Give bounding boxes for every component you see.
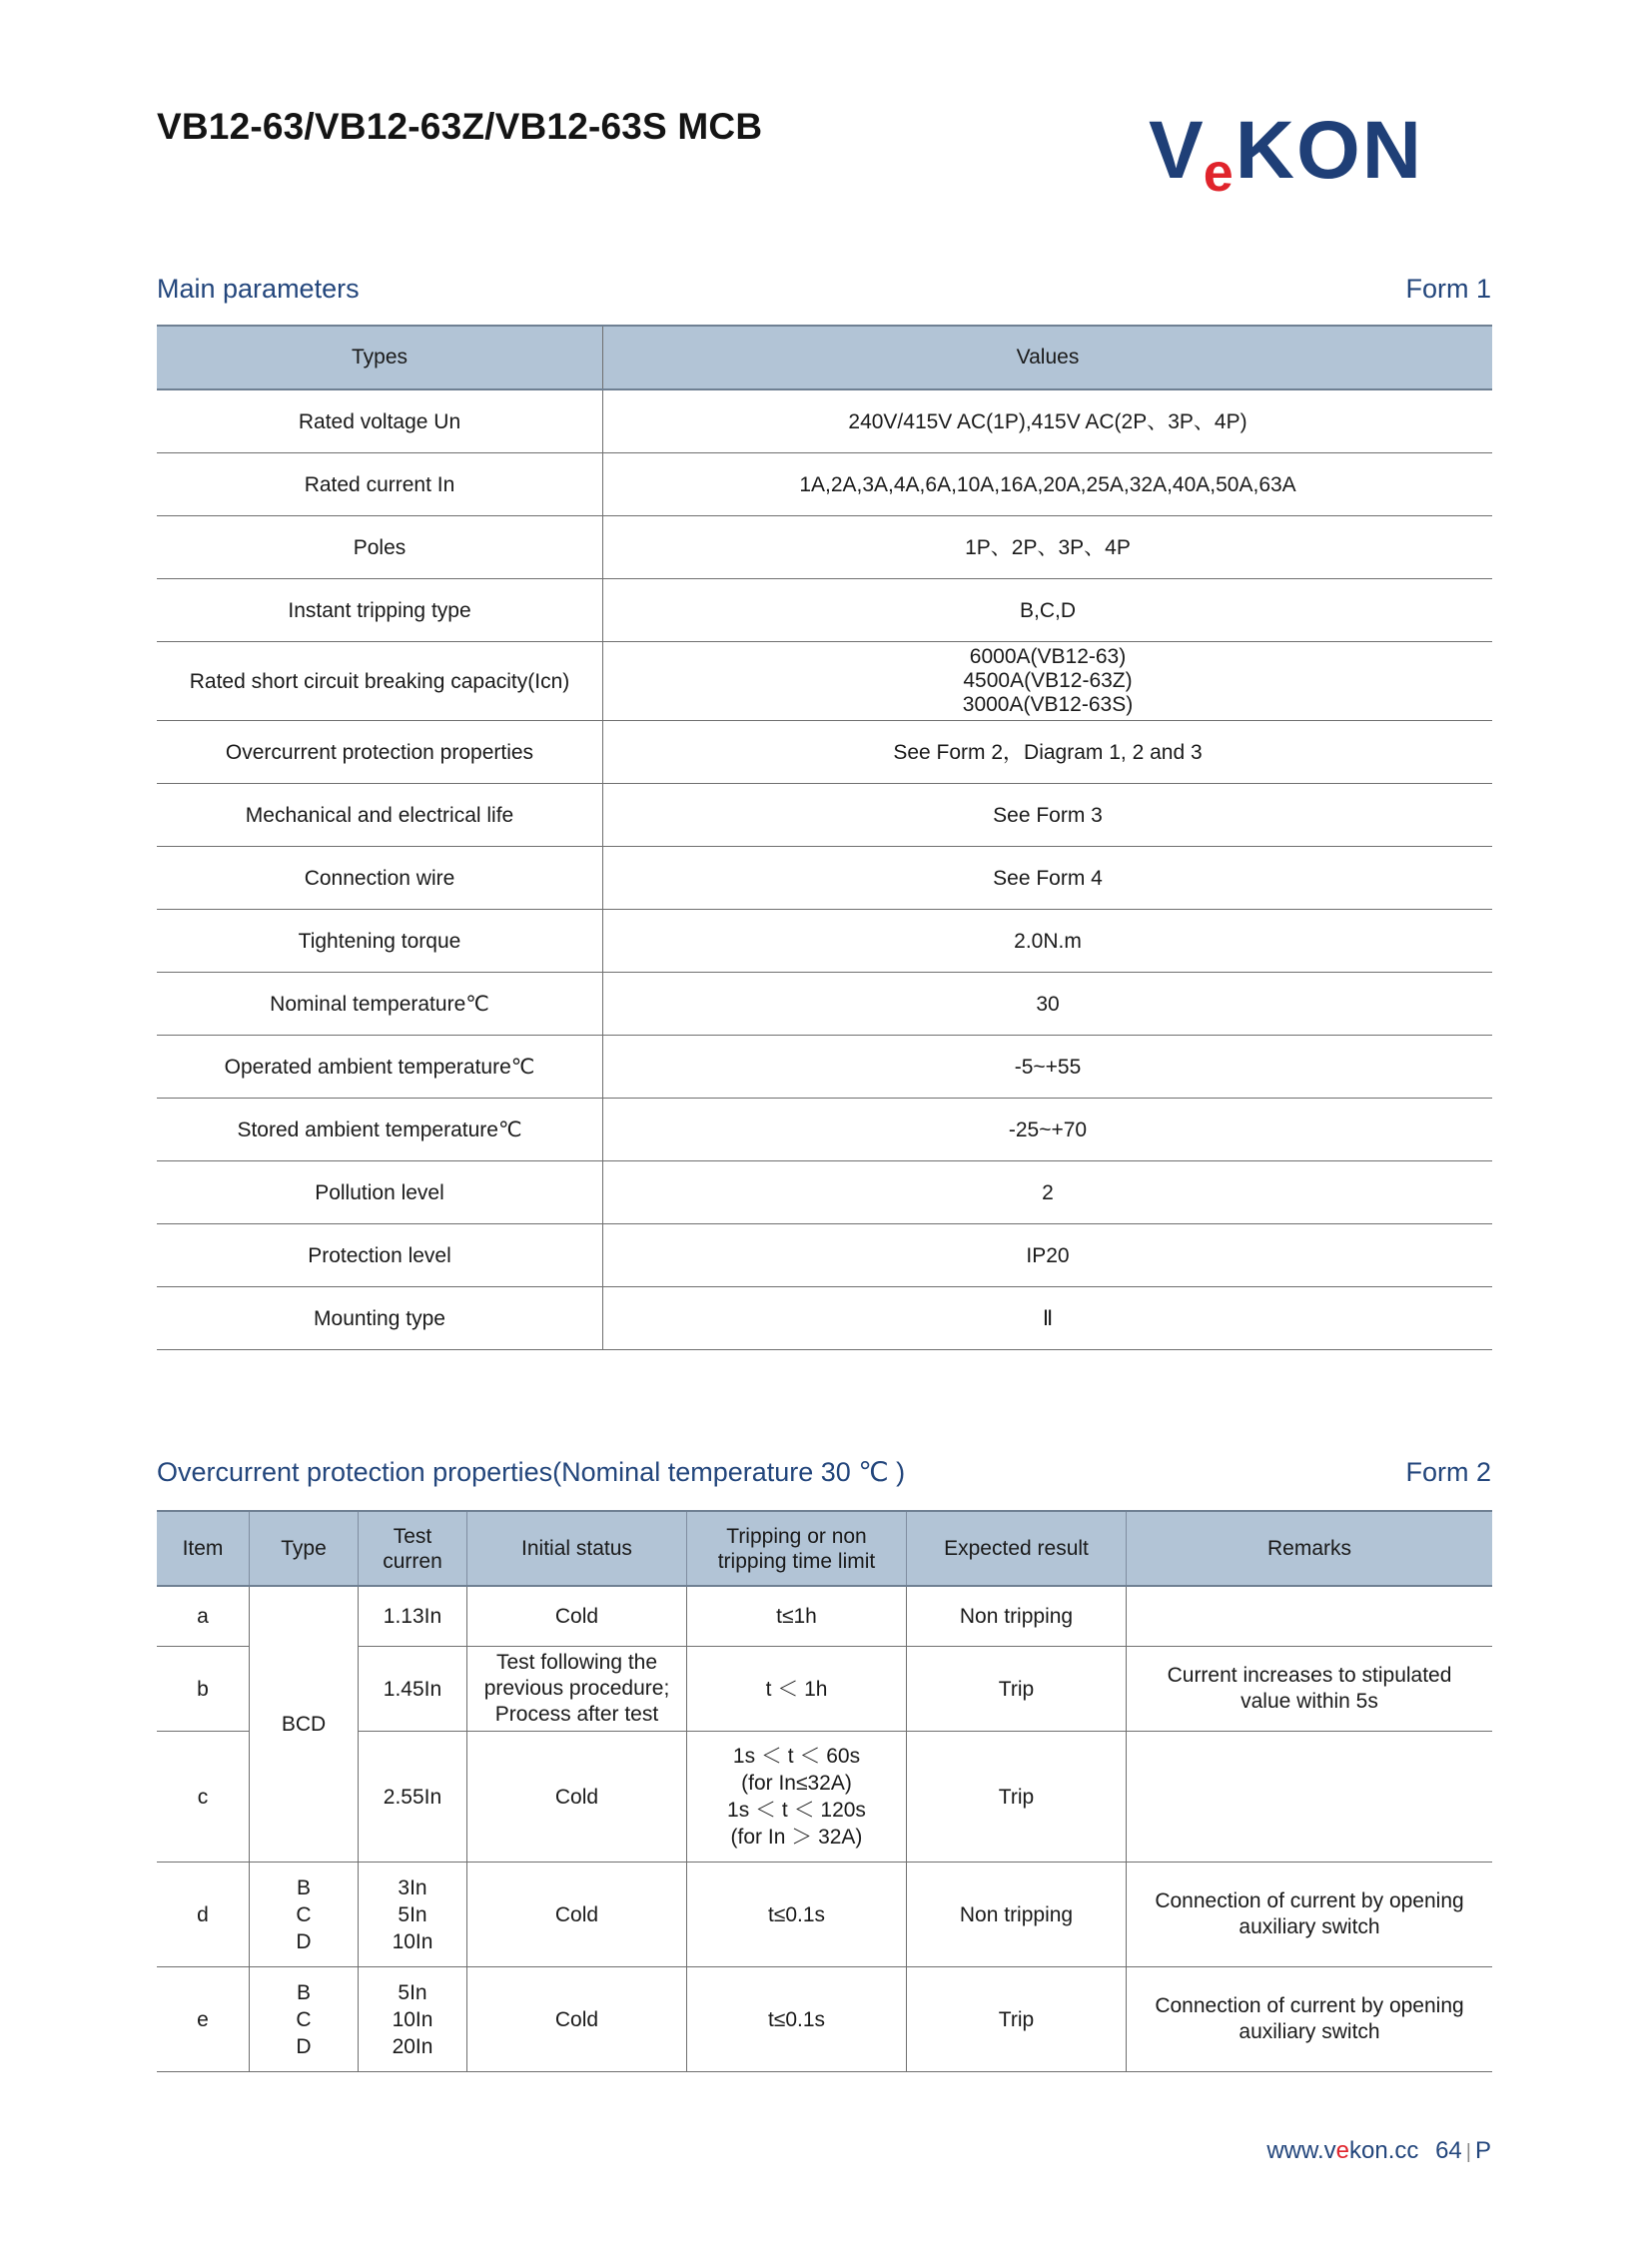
website-link[interactable]: www.vekon.cc — [1266, 2137, 1419, 2164]
time-cell: t≤0.1s — [687, 1967, 907, 2072]
table-row — [157, 1224, 1492, 1287]
form2-heading-row — [157, 1457, 1491, 1488]
remarks-cell: Connection of current by opening auxiliary switch — [1127, 1967, 1493, 2072]
time-cell: t≤0.1s — [687, 1863, 907, 1967]
item-cell: d — [157, 1863, 250, 1967]
param-name: Connection wire — [157, 847, 603, 910]
table-row — [157, 516, 1492, 579]
param-value: 6000A(VB12-63) 4500A(VB12-63Z) 3000A(VB12-63S) — [603, 642, 1493, 721]
param-name: Nominal temperature℃ — [157, 973, 603, 1036]
form1-heading: Main parameters — [157, 274, 360, 304]
table-row — [157, 1036, 1492, 1099]
param-value: 30 — [603, 973, 1493, 1036]
param-value: -25~+70 — [603, 1099, 1493, 1161]
table-row — [157, 1647, 1492, 1732]
param-value: -5~+55 — [603, 1036, 1493, 1099]
param-value: 1P、2P、3P、4P — [603, 516, 1493, 579]
table-row — [157, 1287, 1492, 1350]
table-row — [157, 973, 1492, 1036]
overcurrent-protection-table — [157, 1510, 1492, 2072]
current-cell: 1.45In — [359, 1647, 467, 1732]
table-row — [157, 1586, 1492, 1647]
column-header-time-limit: Tripping or non tripping time limit — [687, 1511, 907, 1586]
column-header-remarks: Remarks — [1127, 1511, 1493, 1586]
param-name: Overcurrent protection properties — [157, 721, 603, 784]
param-value: See Form 4 — [603, 847, 1493, 910]
result-cell: Trip — [907, 1732, 1127, 1863]
param-value: Ⅱ — [603, 1287, 1493, 1350]
table-row — [157, 389, 1492, 453]
item-cell: a — [157, 1586, 250, 1647]
table-row — [157, 579, 1492, 642]
column-header-expected-result: Expected result — [907, 1511, 1127, 1586]
type-cell: B C D — [250, 1863, 359, 1967]
item-cell: b — [157, 1647, 250, 1732]
param-name: Protection level — [157, 1224, 603, 1287]
time-cell: t ＜ 1h — [687, 1647, 907, 1732]
param-value: B,C,D — [603, 579, 1493, 642]
param-value: 1A,2A,3A,4A,6A,10A,16A,20A,25A,32A,40A,50A,63A — [603, 453, 1493, 516]
form2-label: Form 2 — [1405, 1457, 1491, 1487]
status-cell: Cold — [467, 1967, 687, 2072]
table-row — [157, 1967, 1492, 2072]
column-header-item: Item — [157, 1511, 250, 1586]
current-cell: 5In 10In 20In — [359, 1967, 467, 2072]
result-cell: Non tripping — [907, 1863, 1127, 1967]
time-cell: t≤1h — [687, 1586, 907, 1647]
param-value: See Form 3 — [603, 784, 1493, 847]
status-cell: Cold — [467, 1586, 687, 1647]
page-footer — [1248, 2137, 1491, 2165]
current-cell: 1.13In — [359, 1586, 467, 1647]
param-name: Poles — [157, 516, 603, 579]
status-cell: Test following the previous procedure; Process after test — [467, 1647, 687, 1732]
table-row — [157, 1732, 1492, 1863]
param-name: Rated current In — [157, 453, 603, 516]
table-row — [157, 1099, 1492, 1161]
table-header-row — [157, 326, 1492, 389]
column-header-values: Values — [603, 326, 1493, 389]
current-cell: 2.55In — [359, 1732, 467, 1863]
table-row — [157, 642, 1492, 721]
form1-label: Form 1 — [1405, 274, 1491, 304]
table-row — [157, 721, 1492, 784]
document-title: VB12-63/VB12-63Z/VB12-63S MCB — [157, 106, 763, 147]
column-header-types: Types — [157, 326, 603, 389]
main-parameters-table — [157, 325, 1492, 1350]
status-cell: Cold — [467, 1732, 687, 1863]
item-cell: e — [157, 1967, 250, 2072]
table-header-row — [157, 1511, 1492, 1586]
column-header-initial-status: Initial status — [467, 1511, 687, 1586]
param-value: See Form 2，Diagram 1, 2 and 3 — [603, 721, 1493, 784]
page-letter: P — [1474, 2137, 1491, 2164]
form2-heading: Overcurrent protection properties(Nominal temperature 30 ℃ ) — [157, 1457, 906, 1487]
column-header-type: Type — [250, 1511, 359, 1586]
param-name: Stored ambient temperature℃ — [157, 1099, 603, 1161]
result-cell: Trip — [907, 1967, 1127, 2072]
param-name: Instant tripping type — [157, 579, 603, 642]
param-name: Operated ambient temperature℃ — [157, 1036, 603, 1099]
remarks-cell — [1127, 1586, 1493, 1647]
table-row — [157, 847, 1492, 910]
table-row — [157, 1863, 1492, 1967]
remarks-cell: Current increases to stipulated value within 5s — [1127, 1647, 1493, 1732]
table-row — [157, 1161, 1492, 1224]
table-row — [157, 910, 1492, 973]
current-cell: 3In 5In 10In — [359, 1863, 467, 1967]
result-cell: Trip — [907, 1647, 1127, 1732]
param-name: Rated voltage Un — [157, 389, 603, 453]
form1-heading-row — [157, 274, 1491, 305]
footer-separator: | — [1465, 2141, 1471, 2163]
page-number: 64 — [1435, 2137, 1462, 2164]
type-cell: BCD — [250, 1586, 359, 1863]
time-cell: 1s ＜ t ＜ 60s (for In≤32A) 1s ＜ t ＜ 120s (for In ＞ 32A) — [687, 1732, 907, 1863]
vekon-logo: VeKON — [1149, 105, 1423, 203]
param-name: Mounting type — [157, 1287, 603, 1350]
param-value: 240V/415V AC(1P),415V AC(2P、3P、4P) — [603, 389, 1493, 453]
remarks-cell — [1127, 1732, 1493, 1863]
table-row — [157, 453, 1492, 516]
result-cell: Non tripping — [907, 1586, 1127, 1647]
param-name: Mechanical and electrical life — [157, 784, 603, 847]
param-value: IP20 — [603, 1224, 1493, 1287]
param-name: Tightening torque — [157, 910, 603, 973]
param-value: 2.0N.m — [603, 910, 1493, 973]
param-value: 2 — [603, 1161, 1493, 1224]
type-cell: B C D — [250, 1967, 359, 2072]
column-header-test-current: Test curren — [359, 1511, 467, 1586]
item-cell: c — [157, 1732, 250, 1863]
param-name: Pollution level — [157, 1161, 603, 1224]
remarks-cell: Connection of current by opening auxiliary switch — [1127, 1863, 1493, 1967]
status-cell: Cold — [467, 1863, 687, 1967]
param-name: Rated short circuit breaking capacity(Icn) — [157, 642, 603, 721]
table-row — [157, 784, 1492, 847]
